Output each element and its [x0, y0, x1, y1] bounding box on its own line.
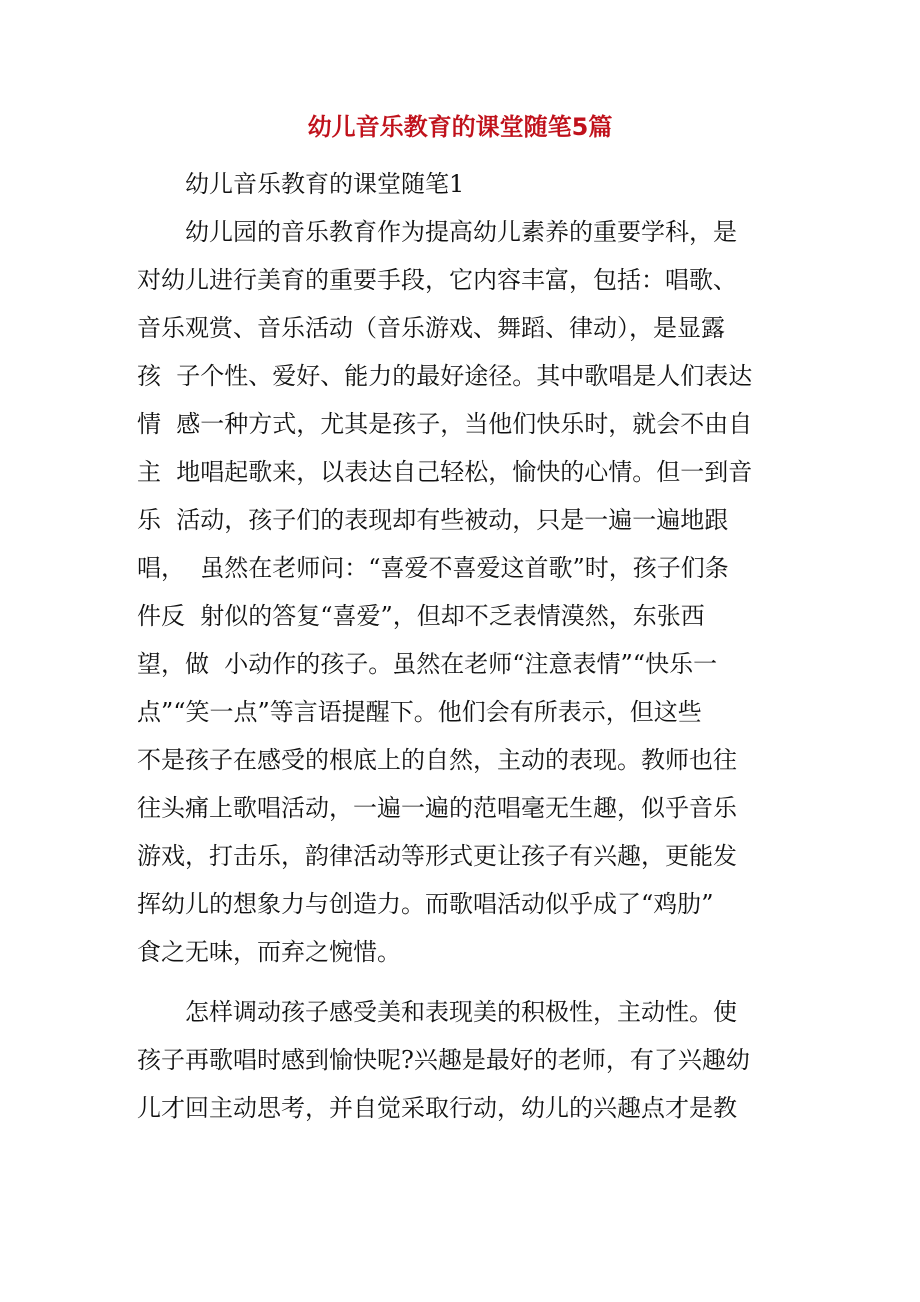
paragraph-line: 孩子再歌唱时感到愉快呢?兴趣是最好的老师，有了兴趣幼 — [137, 1046, 750, 1074]
paragraph-2 — [137, 988, 773, 1132]
paragraph-line: 对幼儿进行美育的重要手段，它内容丰富，包括：唱歌、 — [137, 266, 737, 294]
paragraph-line: 儿才回主动思考，并自觉采取行动，幼儿的兴趣点才是教 — [137, 1094, 737, 1122]
paragraph-line: 孩 子个性、爱好、能力的最好途径。其中歌唱是人们表达 — [137, 362, 753, 390]
paragraph-line: 游戏，打击乐，韵律活动等形式更让孩子有兴趣，更能发 — [137, 842, 737, 870]
paragraph-line: 件反 射似的答复“喜爱”，但却不乏表情漠然，东张西 — [137, 602, 705, 630]
paragraph-spacer — [137, 976, 773, 988]
paragraph-1 — [137, 208, 773, 976]
paragraph-line: 挥幼儿的想象力与创造力。而歌唱活动似乎成了“鸡肋” — [137, 890, 714, 918]
paragraph-line: 幼儿园的音乐教育作为提高幼儿素养的重要学科，是 — [185, 218, 737, 246]
paragraph-line: 往头痛上歌唱活动，一遍一遍的范唱毫无生趣，似乎音乐 — [137, 794, 737, 822]
section-heading-text: 幼儿音乐教育的课堂随笔1 — [185, 170, 465, 198]
paragraph-line: 望，做 小动作的孩子。虽然在老师“注意表情”“快乐一 — [137, 650, 718, 678]
paragraph-line: 音乐观赏、音乐活动（音乐游戏、舞蹈、律动），是显露 — [137, 314, 725, 342]
paragraph-line: 情 感一种方式，尤其是孩子，当他们快乐时，就会不由自 — [137, 410, 753, 438]
paragraph-line: 点”“笑一点”等言语提醒下。他们会有所表示，但这些 — [137, 698, 702, 726]
document-title: 幼儿音乐教育的课堂随笔5篇 — [307, 113, 613, 141]
paragraph-line: 乐 活动，孩子们的表现却有些被动，只是一遍一遍地跟 — [137, 506, 729, 534]
document-body — [137, 160, 773, 1132]
section-heading — [137, 160, 773, 208]
paragraph-line: 唱， 虽然在老师问：“喜爱不喜爱这首歌”时，孩子们条 — [137, 554, 729, 582]
paragraph-line: 不是孩子在感受的根底上的自然，主动的表现。教师也往 — [137, 746, 737, 774]
paragraph-line: 主 地唱起歌来，以表达自己轻松，愉快的心情。但一到音 — [137, 458, 753, 486]
paragraph-line: 怎样调动孩子感受美和表现美的积极性，主动性。使 — [185, 998, 737, 1026]
paragraph-line: 食之无味，而弃之惋惜。 — [137, 938, 401, 966]
